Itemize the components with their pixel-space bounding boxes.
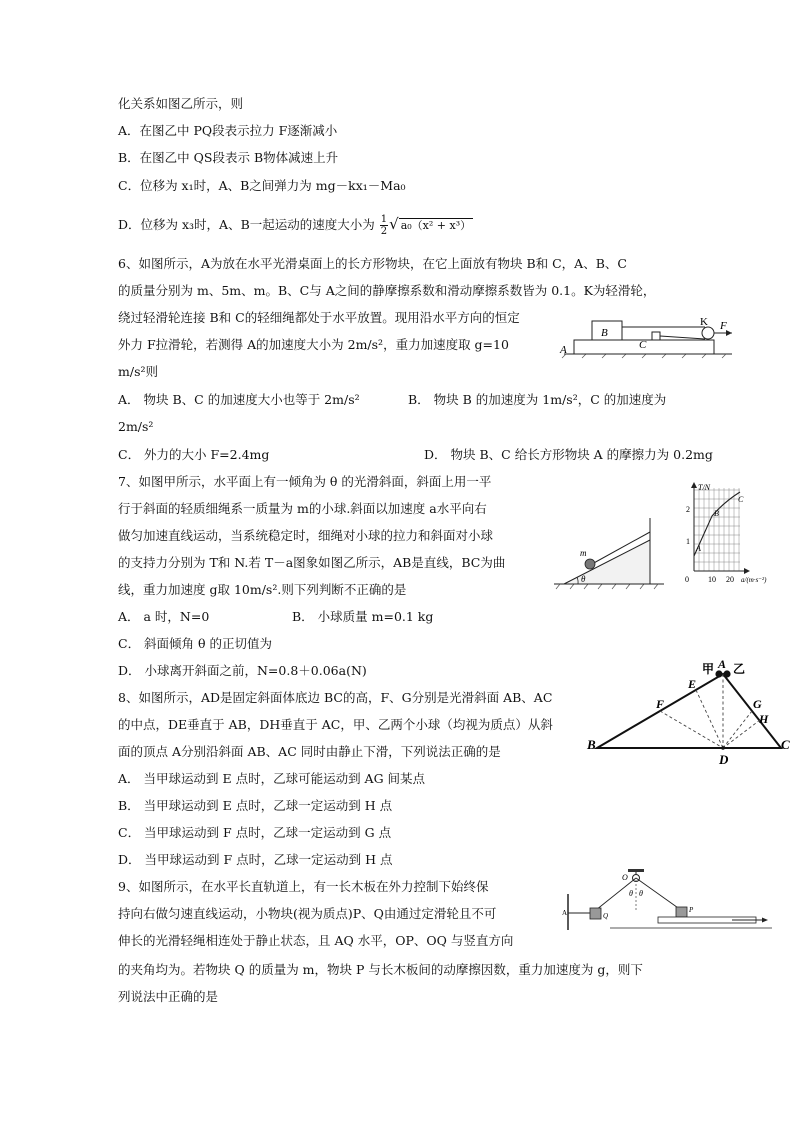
ball bbox=[585, 559, 595, 569]
q6-line-2: 的质量分别为 m、5m、m。B、C与 A之间的静摩擦系数和滑动摩擦系数皆为 0.1。K为轻滑轮， bbox=[118, 283, 656, 298]
ball-jia bbox=[715, 670, 722, 677]
q6-option-c: C． 外力的大小 F=2.4mg bbox=[118, 447, 270, 462]
q5-option-a: A．在图乙中 PQ段表示拉力 F逐渐减小 bbox=[118, 123, 338, 138]
q7-option-c: C． 斜面倾角 θ 的正切值为 bbox=[118, 636, 273, 651]
q6-option-a: A． 物块 B、C 的加速度大小也等于 2m/s² bbox=[118, 392, 360, 407]
label-f: F bbox=[720, 320, 727, 332]
q9-line-5: 列说法中正确的是 bbox=[118, 989, 219, 1004]
block-c bbox=[652, 332, 660, 340]
label-a: A bbox=[562, 909, 568, 917]
label-p: P bbox=[689, 906, 694, 914]
x-tick-10: 10 bbox=[708, 575, 716, 584]
q6-option-b-cont: 2m/s² bbox=[118, 419, 154, 434]
label-b: B bbox=[601, 327, 608, 339]
label-h: H bbox=[759, 712, 769, 726]
point-a: A bbox=[696, 544, 701, 553]
label-theta-2: θ bbox=[639, 889, 643, 898]
q9-line-3: 伸长的光滑轻绳相连处于静止状态，且 AQ 水平，OP、OQ 与竖直方向 bbox=[118, 933, 514, 948]
label-theta-1: θ bbox=[629, 889, 633, 898]
q7-figure-slope bbox=[552, 504, 670, 590]
q7-line-5: 线，重力加速度 g取 10m/s².则下列判断不正确的是 bbox=[118, 582, 407, 597]
fraction-denominator: 2 bbox=[380, 226, 388, 237]
q7-line-3: 做匀加速直线运动，当系统稳定时，细绳对小球的拉力和斜面对小球 bbox=[118, 528, 494, 543]
fraction-numerator: 1 bbox=[380, 214, 388, 225]
pulley-k bbox=[702, 327, 714, 339]
q6-option-d: D． 物块 B、C 给长方形物块 A 的摩擦力为 0.2mg bbox=[424, 447, 713, 462]
q7-option-a: A． a 时，N=0 bbox=[118, 609, 210, 624]
q8-option-d: D． 当甲球运动到 F 点时，乙球一定运动到 H 点 bbox=[118, 852, 393, 867]
y-tick-2: 2 bbox=[686, 505, 690, 514]
point-c: C bbox=[738, 495, 744, 504]
label-theta: θ bbox=[581, 574, 586, 584]
q5-option-d-text: D．位移为 x₃时，A、B一起运动的速度大小为 bbox=[118, 217, 375, 232]
q7-line-1: 7、如图甲所示，水平面上有一倾角为 θ 的光滑斜面，斜面上用一平 bbox=[118, 474, 492, 489]
x-tick-0: 0 bbox=[685, 575, 689, 584]
label-c: C bbox=[639, 339, 647, 351]
q8-figure bbox=[585, 660, 794, 772]
x-tick-20: 20 bbox=[726, 575, 734, 584]
label-c: C bbox=[781, 737, 790, 752]
q6-line-5: m/s²则 bbox=[118, 364, 158, 379]
label-b: B bbox=[587, 737, 596, 752]
q9-figure bbox=[560, 866, 776, 940]
q9-line-2: 持向右做匀速直线运动，小物块(视为质点)P、Q由通过定滑轮且不可 bbox=[118, 906, 497, 921]
label-d: D bbox=[719, 752, 729, 767]
label-jia: 甲 bbox=[702, 662, 715, 676]
q5-lead: 化关系如图乙所示，则 bbox=[118, 96, 244, 111]
q5-option-d-fraction bbox=[380, 214, 388, 237]
y-tick-1: 1 bbox=[686, 537, 690, 546]
q8-line-3: 面的顶点 A分别沿斜面 AB、AC 同时由静止下滑，下列说法正确的是 bbox=[118, 744, 501, 759]
label-f: F bbox=[656, 697, 665, 711]
q9-line-4: 的夹角均为。若物块 Q 的质量为 m，物块 P 与长木板间的动摩擦因数，重力加速度为 g，则下 bbox=[118, 962, 643, 977]
q6-line-4: 外力 F拉滑轮，若测得 A的加速度大小为 2m/s²，重力加速度取 g=10 bbox=[118, 337, 509, 352]
q6-line-3: 绕过轻滑轮连接 B和 C的轻细绳都处于水平放置。现用沿水平方向的恒定 bbox=[118, 310, 520, 325]
q6-figure bbox=[556, 318, 746, 360]
label-g: G bbox=[753, 697, 762, 711]
q6-line-1: 6、如图所示，A为放在水平光滑桌面上的长方形物块，在它上面放有物块 B和 C，A、B、C bbox=[118, 256, 627, 271]
q5-option-b: B．在图乙中 QS段表示 B物体减速上升 bbox=[118, 150, 339, 165]
q6-option-b: B． 物块 B 的加速度为 1m/s²，C 的加速度为 bbox=[408, 392, 667, 407]
q8-line-2: 的中点，DE垂直于 AB，DH垂直于 AC，甲、乙两个小球（均视为质点）从斜 bbox=[118, 717, 553, 732]
ball-yi bbox=[723, 670, 730, 677]
q5-option-d bbox=[118, 214, 473, 237]
label-m: m bbox=[580, 548, 587, 558]
label-o: O bbox=[622, 873, 628, 882]
x-axis-label: a/(m·s⁻²) bbox=[741, 576, 767, 584]
q7-line-4: 的支持力分别为 T和 N.若 T－a图象如图乙所示，AB是直线，BC为曲 bbox=[118, 555, 506, 570]
q7-figure-graph bbox=[680, 480, 784, 586]
q8-option-b: B． 当甲球运动到 E 点时，乙球一定运动到 H 点 bbox=[118, 798, 393, 813]
t-a-curve bbox=[694, 492, 740, 556]
label-yi: 乙 bbox=[733, 662, 746, 676]
label-a: A bbox=[560, 344, 567, 356]
block-q bbox=[590, 908, 601, 919]
y-axis-label: T/N bbox=[698, 483, 711, 492]
q8-option-a: A． 当甲球运动到 E 点时，乙球可能运动到 AG 间某点 bbox=[118, 771, 426, 786]
q7-option-b: B． 小球质量 m=0.1 kg bbox=[292, 609, 434, 624]
label-a: A bbox=[718, 660, 727, 671]
label-e: E bbox=[688, 677, 697, 691]
q9-line-1: 9、如图所示，在水平长直轨道上，有一长木板在外力控制下始终保 bbox=[118, 879, 489, 894]
q7-line-2: 行于斜面的轻质细绳系一质量为 m的小球.斜面以加速度 a水平向右 bbox=[118, 501, 487, 516]
sqrt-content: a₀（x² + x³） bbox=[400, 219, 472, 232]
q7-option-d: D． 小球离开斜面之前，N=0.8＋0.06a(N) bbox=[118, 663, 367, 678]
label-q: Q bbox=[603, 912, 609, 920]
point-b: B bbox=[714, 509, 719, 518]
q5-option-c: C．位移为 x₁时，A、B之间弹力为 mg－kx₁－Ma₀ bbox=[118, 178, 406, 193]
sqrt-icon: √ bbox=[389, 215, 399, 233]
block-p bbox=[676, 907, 687, 917]
label-k: K bbox=[700, 318, 708, 328]
q8-option-c: C． 当甲球运动到 F 点时，乙球一定运动到 G 点 bbox=[118, 825, 392, 840]
q8-line-1: 8、如图所示，AD是固定斜面体底边 BC的高，F、G分别是光滑斜面 AB、AC bbox=[118, 690, 553, 705]
